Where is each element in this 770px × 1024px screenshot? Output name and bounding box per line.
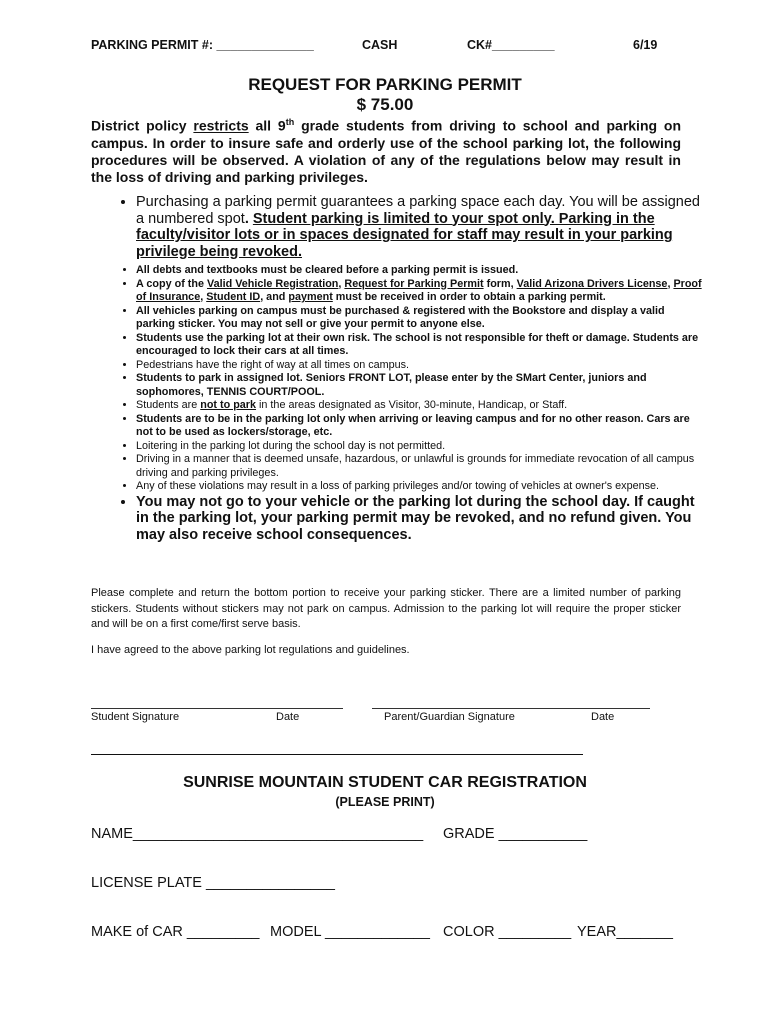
permit-price: $ 75.00 <box>356 95 414 114</box>
student-date-label: Date <box>276 711 300 723</box>
cut-line-divider <box>91 754 583 755</box>
permit-number-field: PARKING PERMIT #: ______________ <box>91 38 314 52</box>
page-title: REQUEST FOR PARKING PERMIT <box>248 75 522 94</box>
rules-list <box>110 194 706 547</box>
intro-paragraph: District policy restricts all 9th grade students from driving to school and parking on campus. In order to insure safe and orderly use of the school parking lot, the following procedures will be observed. A violation of any of the regulations below may result in the loss of driving and parking privileges. <box>91 117 681 185</box>
list-item: • Students are to be in the parking lot only when arriving or leaving campus and for no other reason. Cars are not to be used as lockers/storage, etc. <box>136 413 706 440</box>
student-signature-label: Student Signature <box>91 711 180 723</box>
registration-title: SUNRISE MOUNTAIN STUDENT CAR REGISTRATION <box>183 774 587 791</box>
list-item: • All debts and textbooks must be cleared before a parking permit is issued. <box>136 264 706 278</box>
list-item: • Students are not to park in the areas designated as Visitor, 30-minute, Handicap, or Staff. <box>136 399 706 413</box>
check-number-field: CK#_________ <box>467 38 555 52</box>
list-item: • All vehicles parking on campus must be purchased & registered with the Bookstore and display a valid parking sticker. You may not sell or give your permit to anyone else. <box>136 305 706 332</box>
model-field[interactable]: MODEL _____________ <box>270 924 430 940</box>
registration-subtitle: (PLEASE PRINT) <box>335 795 435 809</box>
parent-signature-line[interactable] <box>372 708 650 709</box>
list-item: • You may not go to your vehicle or the parking lot during the school day. If caught in the parking lot, your parking permit may be revoked, and no refund given. You may also receive school consequences. <box>136 494 706 544</box>
license-plate-field[interactable]: LICENSE PLATE ________________ <box>91 875 335 891</box>
cash-label: CASH <box>362 38 398 52</box>
list-item: • Pedestrians have the right of way at all times on campus. <box>136 359 706 373</box>
instructions-paragraph: Please complete and return the bottom portion to receive your parking sticker. There are a limited number of parking stickers. Students without stickers may not park on campus. Admission to the parking lot will require the proper sticker and will be on a first come/first serve basis. <box>91 587 681 630</box>
student-signature-line[interactable] <box>91 708 343 709</box>
year-field[interactable]: YEAR_______ <box>577 924 673 940</box>
make-field[interactable]: MAKE of CAR _________ <box>91 924 260 940</box>
revision-date: 6/19 <box>633 38 658 52</box>
agreement-statement: I have agreed to the above parking lot regulations and guidelines. <box>91 644 410 656</box>
name-field[interactable]: NAME____________________________________ <box>91 826 424 842</box>
color-field[interactable]: COLOR _________ <box>443 924 572 940</box>
list-item: • Driving in a manner that is deemed unsafe, hazardous, or unlawful is grounds for immediate revocation of all campus driving and parking privileges. <box>136 453 706 480</box>
list-item: • Students use the parking lot at their own risk. The school is not responsible for theft or damage. Students are encouraged to lock their cars at all times. <box>136 332 706 359</box>
parent-signature-label: Parent/Guardian Signature <box>384 711 515 723</box>
grade-field[interactable]: GRADE ___________ <box>443 826 588 842</box>
list-item: • Loitering in the parking lot during the school day is not permitted. <box>136 440 706 454</box>
list-item: • Students to park in assigned lot. Seniors FRONT LOT, please enter by the SMart Center, juniors and sophomores, TENNIS COURT/POOL. <box>136 372 706 399</box>
list-item: • Any of these violations may result in a loss of parking privileges and/or towing of vehicles at owner's expense. <box>136 480 706 494</box>
list-item: • A copy of the Valid Vehicle Registration, Request for Parking Permit form, Valid Arizona Drivers License, Proof of Insurance, Student ID, and payment must be received in order to obtain a parking permit. <box>136 278 706 305</box>
parent-date-label: Date <box>591 711 615 723</box>
list-item: • Purchasing a parking permit guarantees a parking space each day. You will be assigned a numbered spot. Student parking is limited to your spot only. Parking in the faculty/visitor lots or in spaces designated for staff may result in your parking privilege being revoked. <box>136 194 706 260</box>
